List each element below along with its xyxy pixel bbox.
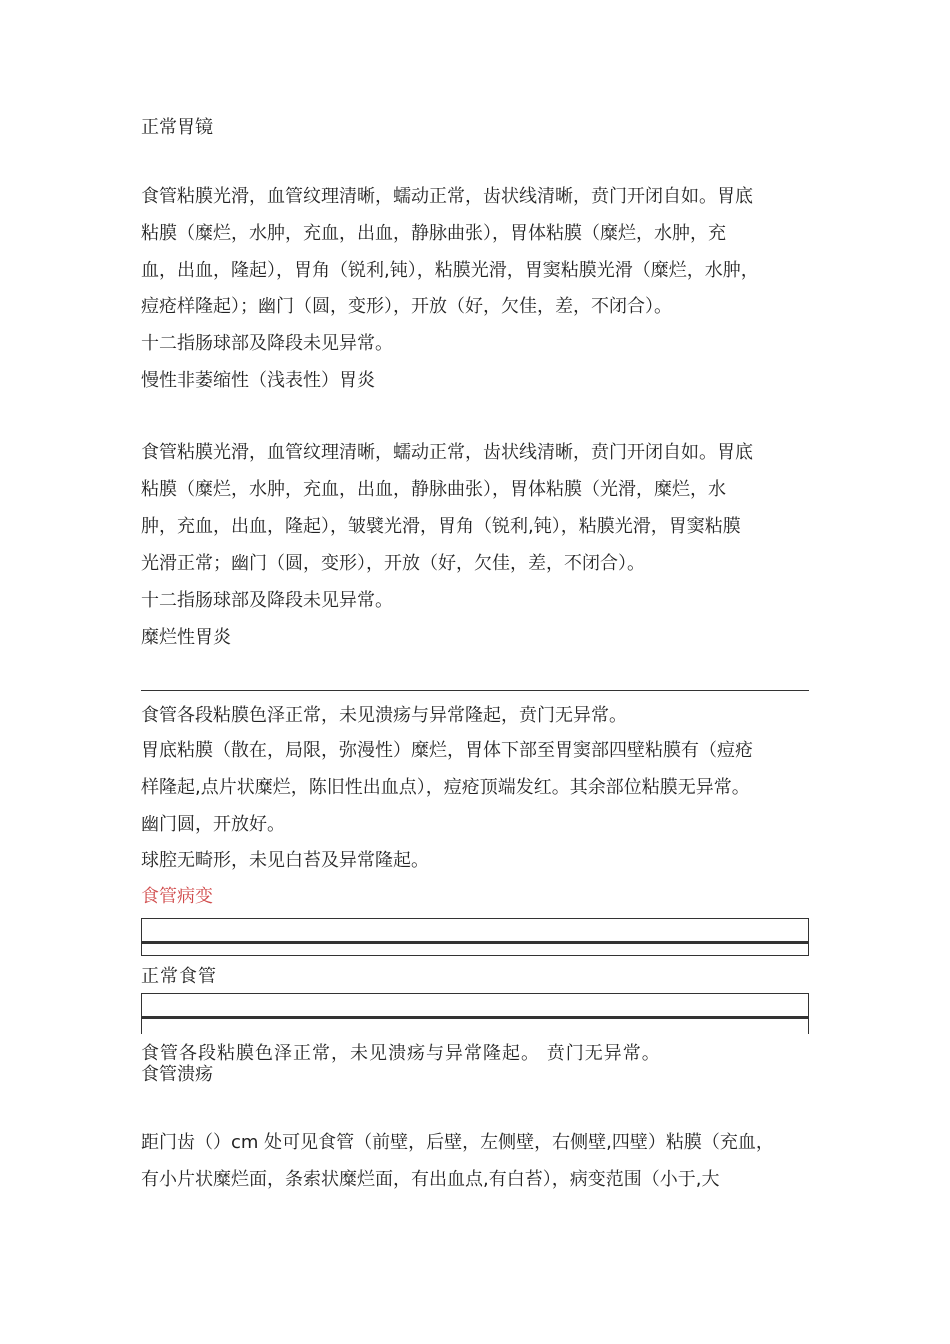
paragraph-line: 肿，充血，出血，隆起），皱襞光滑，胃角（锐利,钝），粘膜光滑，胃窦粘膜 xyxy=(141,516,741,537)
table-box xyxy=(141,993,809,1034)
paragraph-line: 食管粘膜光滑，血管纹理清晰，蠕动正常，齿状线清晰，贲门开闭自如。胃底 xyxy=(141,442,753,463)
table-rule xyxy=(142,941,808,944)
paragraph-line: 球腔无畸形，未见白苔及异常隆起。 xyxy=(141,850,429,871)
paragraph-line: 食管各段粘膜色泽正常，未见溃疡与异常隆起，贲门无异常。 xyxy=(141,705,627,726)
subsection-title-normal-esophagus: 正常食管 xyxy=(141,966,217,987)
paragraph-line: 十二指肠球部及降段未见异常。 xyxy=(141,333,393,354)
subsection-title-esophageal-ulcer: 食管溃疡 xyxy=(141,1064,213,1085)
section-title-esophageal-lesions: 食管病变 xyxy=(141,886,213,907)
section-title-erosive-gastritis: 糜烂性胃炎 xyxy=(141,627,231,648)
paragraph-line: 粘膜（糜烂，水肿，充血，出血，静脉曲张），胃体粘膜（光滑，糜烂，水 xyxy=(141,479,726,500)
paragraph-line: 距门齿（）cm 处可见食管（前壁，后壁，左侧壁，右侧壁,四壁）粘膜（充血， xyxy=(141,1132,774,1153)
paragraph-line: 食管粘膜光滑，血管纹理清晰，蠕动正常，齿状线清晰，贲门开闭自如。胃底 xyxy=(141,186,753,207)
paragraph-line: 胃底粘膜（散在，局限，弥漫性）糜烂，胃体下部至胃窦部四壁粘膜有（痘疮 xyxy=(141,740,753,761)
section-title-normal-gastroscopy: 正常胃镜 xyxy=(141,117,213,138)
paragraph-line: 有小片状糜烂面，条索状糜烂面，有出血点,有白苔），病变范围（小于,大 xyxy=(141,1169,720,1190)
table-box xyxy=(141,918,809,956)
paragraph-line: 痘疮样隆起）；幽门（圆，变形），开放（好，欠佳，差，不闭合）。 xyxy=(141,296,672,317)
paragraph-line: 血，出血，隆起），胃角（锐利,钝），粘膜光滑，胃窦粘膜光滑（糜烂，水肿， xyxy=(141,260,759,281)
paragraph-line: 幽门圆，开放好。 xyxy=(141,814,285,835)
paragraph-line: 食管各段粘膜色泽正常，未见溃疡与异常隆起。 贲门无异常。 xyxy=(141,1043,661,1064)
horizontal-rule xyxy=(141,690,809,691)
paragraph-line: 光滑正常；幽门（圆，变形），开放（好，欠佳，差，不闭合）。 xyxy=(141,553,645,574)
table-rule xyxy=(142,1016,808,1019)
paragraph-line: 样隆起,点片状糜烂，陈旧性出血点），痘疮顶端发红。其余部位粘膜无异常。 xyxy=(141,777,750,798)
paragraph-line: 十二指肠球部及降段未见异常。 xyxy=(141,590,393,611)
paragraph-line: 粘膜（糜烂，水肿，充血，出血，静脉曲张），胃体粘膜（糜烂，水肿，充 xyxy=(141,223,726,244)
section-title-chronic-gastritis: 慢性非萎缩性（浅表性）胃炎 xyxy=(141,370,375,391)
